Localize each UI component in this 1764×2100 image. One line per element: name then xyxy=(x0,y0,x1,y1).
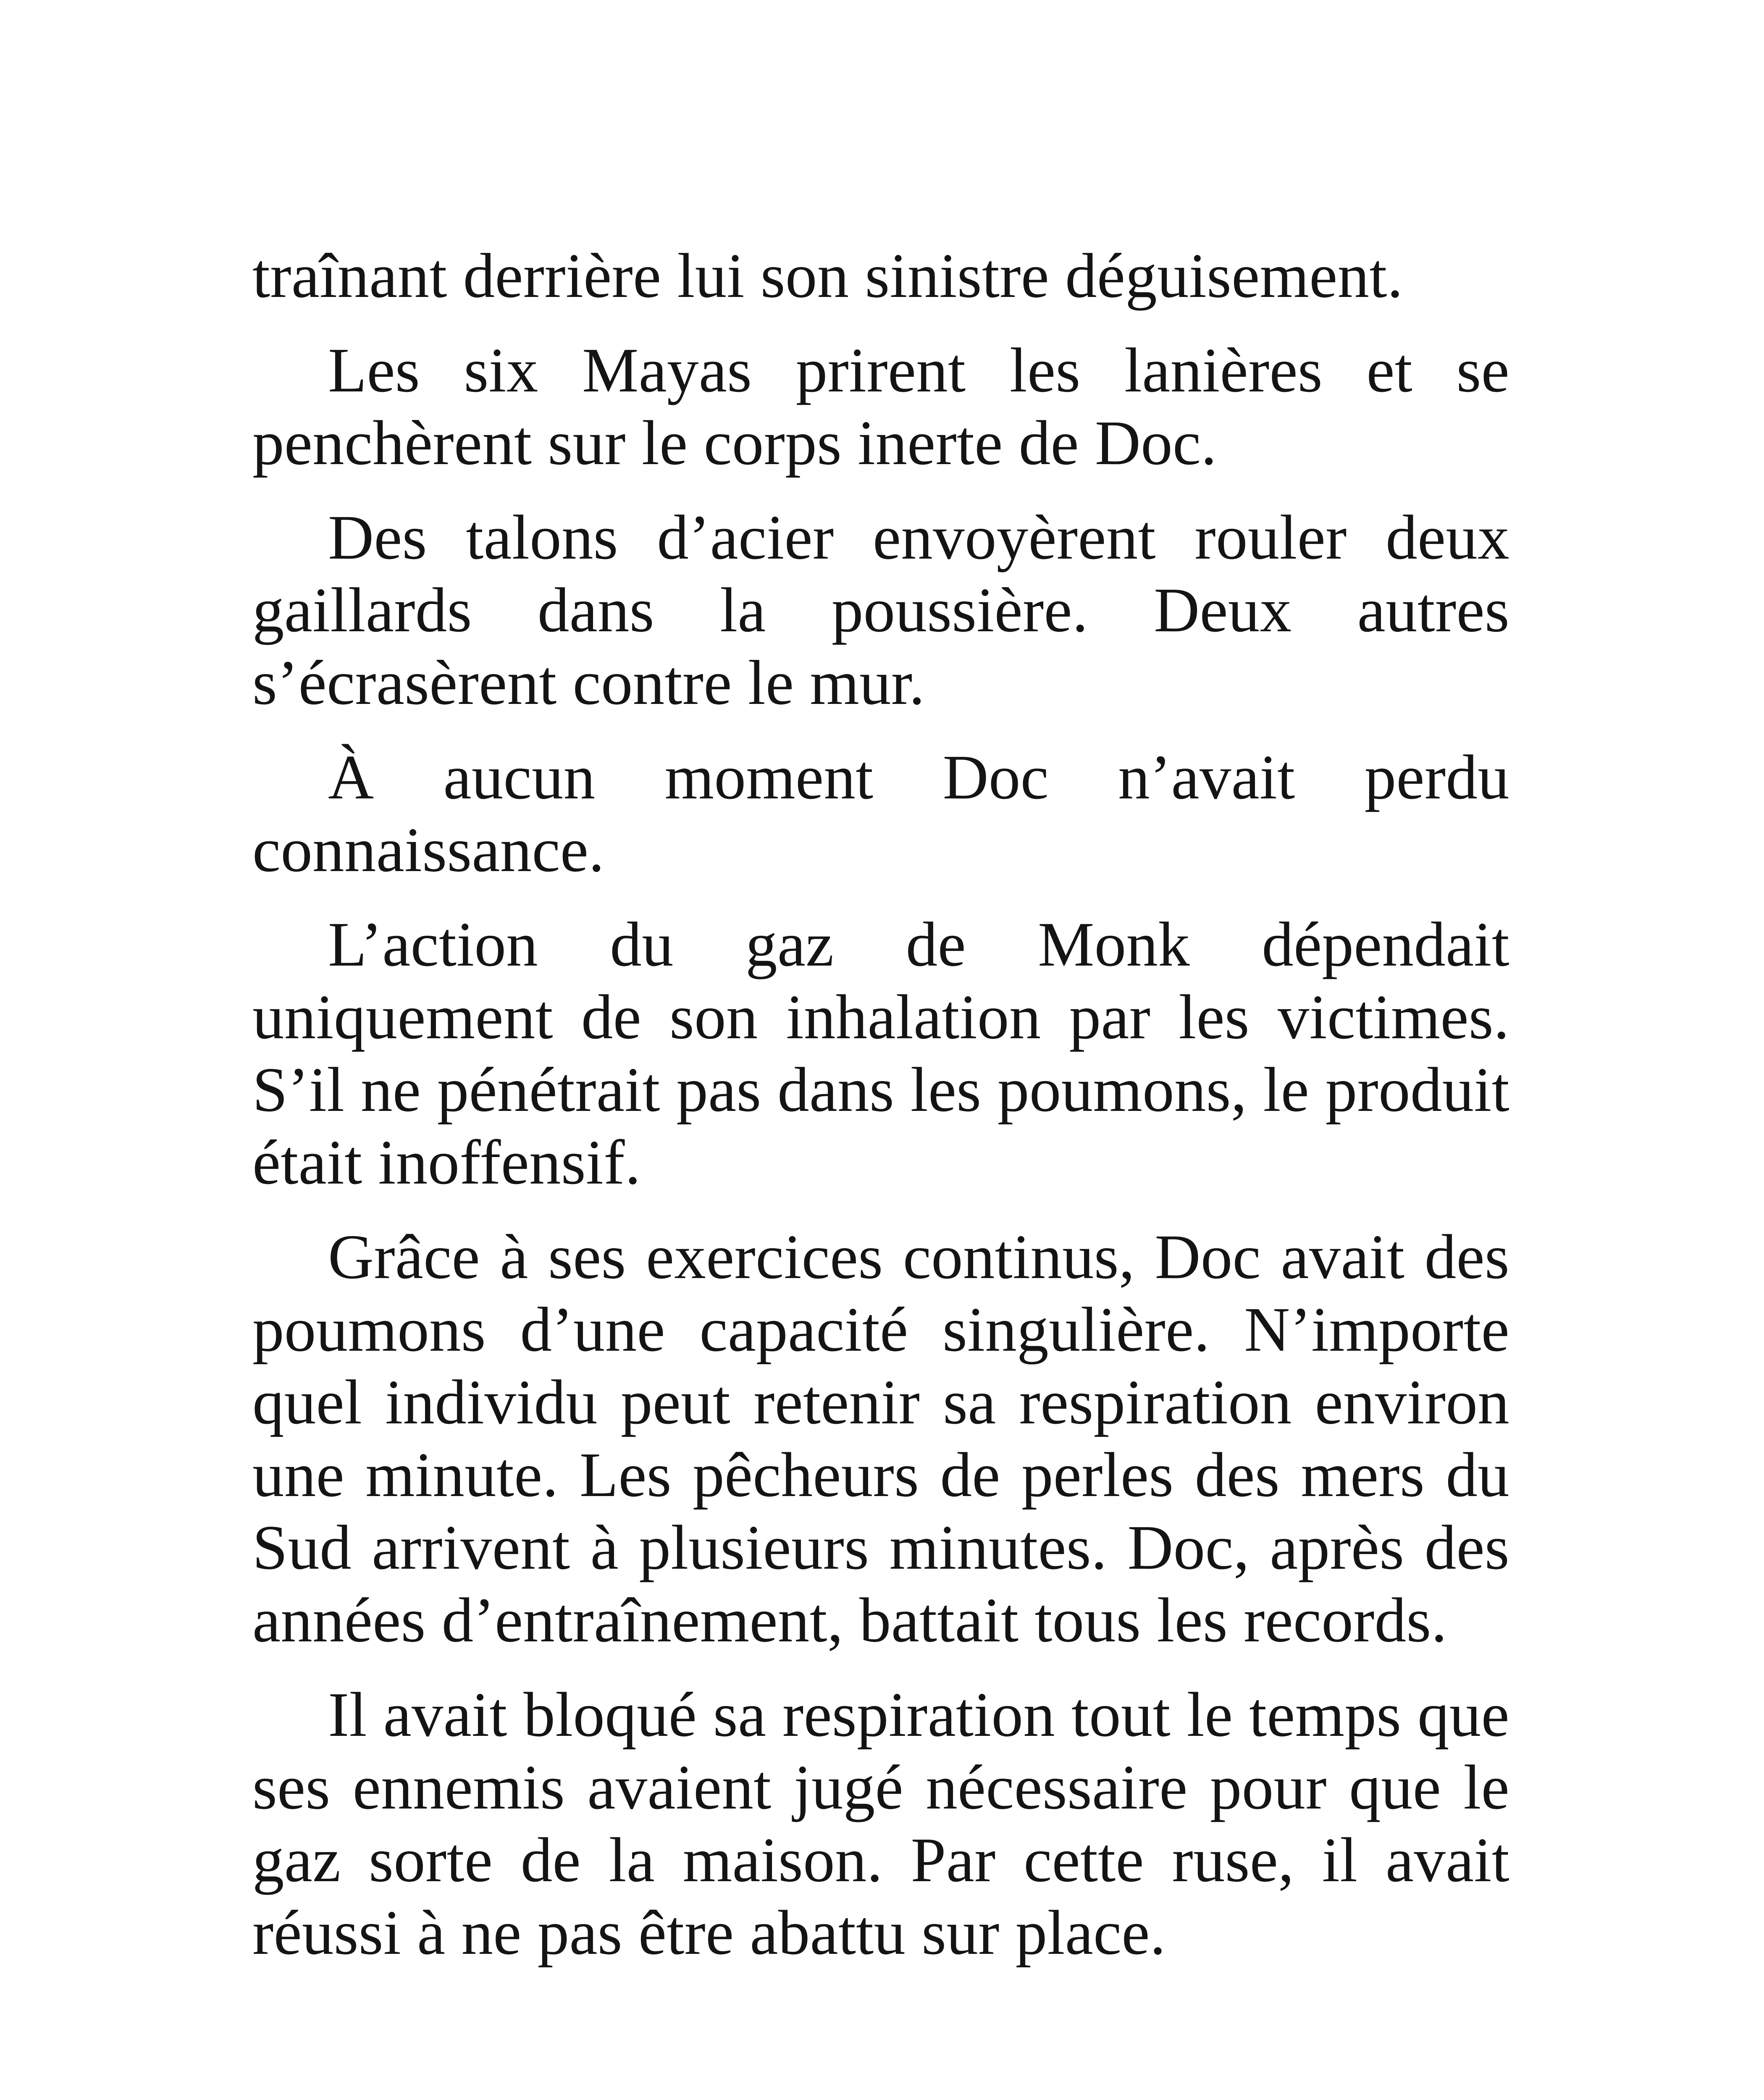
paragraph: Les six Mayas prirent les lanières et se penchèrent sur le corps inerte de Doc. xyxy=(252,335,1509,478)
paragraph: À aucun moment Doc n’avait perdu connaissance. xyxy=(252,742,1509,885)
paragraph: L’action du gaz de Monk dépendait uniquement de son inhalation par les victimes. S’il ne pénétrait pas dans les poumons, le produit était inoffensif. xyxy=(252,909,1509,1197)
paragraph-continuation: traînant derrière lui son sinistre déguisement. xyxy=(252,240,1403,311)
paragraph: Grâce à ses exercices continus, Doc avait des poumons d’une capacité singulière. N’importe quel individu peut retenir sa respiration environ une minute. Les pêcheurs de perles des mers du Sud arrivent à plusieurs minutes. Doc, après des années d’entraînement, battait tous les records. xyxy=(252,1221,1509,1655)
paragraph: Il avait bloqué sa respiration tout le temps que ses ennemis avaient jugé nécessaire pour que le gaz sorte de la maison. Par cette ruse, il avait réussi à ne pas être abattu sur place. xyxy=(252,1679,1509,1968)
body-text xyxy=(252,239,1509,1991)
paragraph: Des talons d’acier envoyèrent rouler deux gaillards dans la poussière. Deux autres s’écrasèrent contre le mur. xyxy=(252,502,1509,718)
